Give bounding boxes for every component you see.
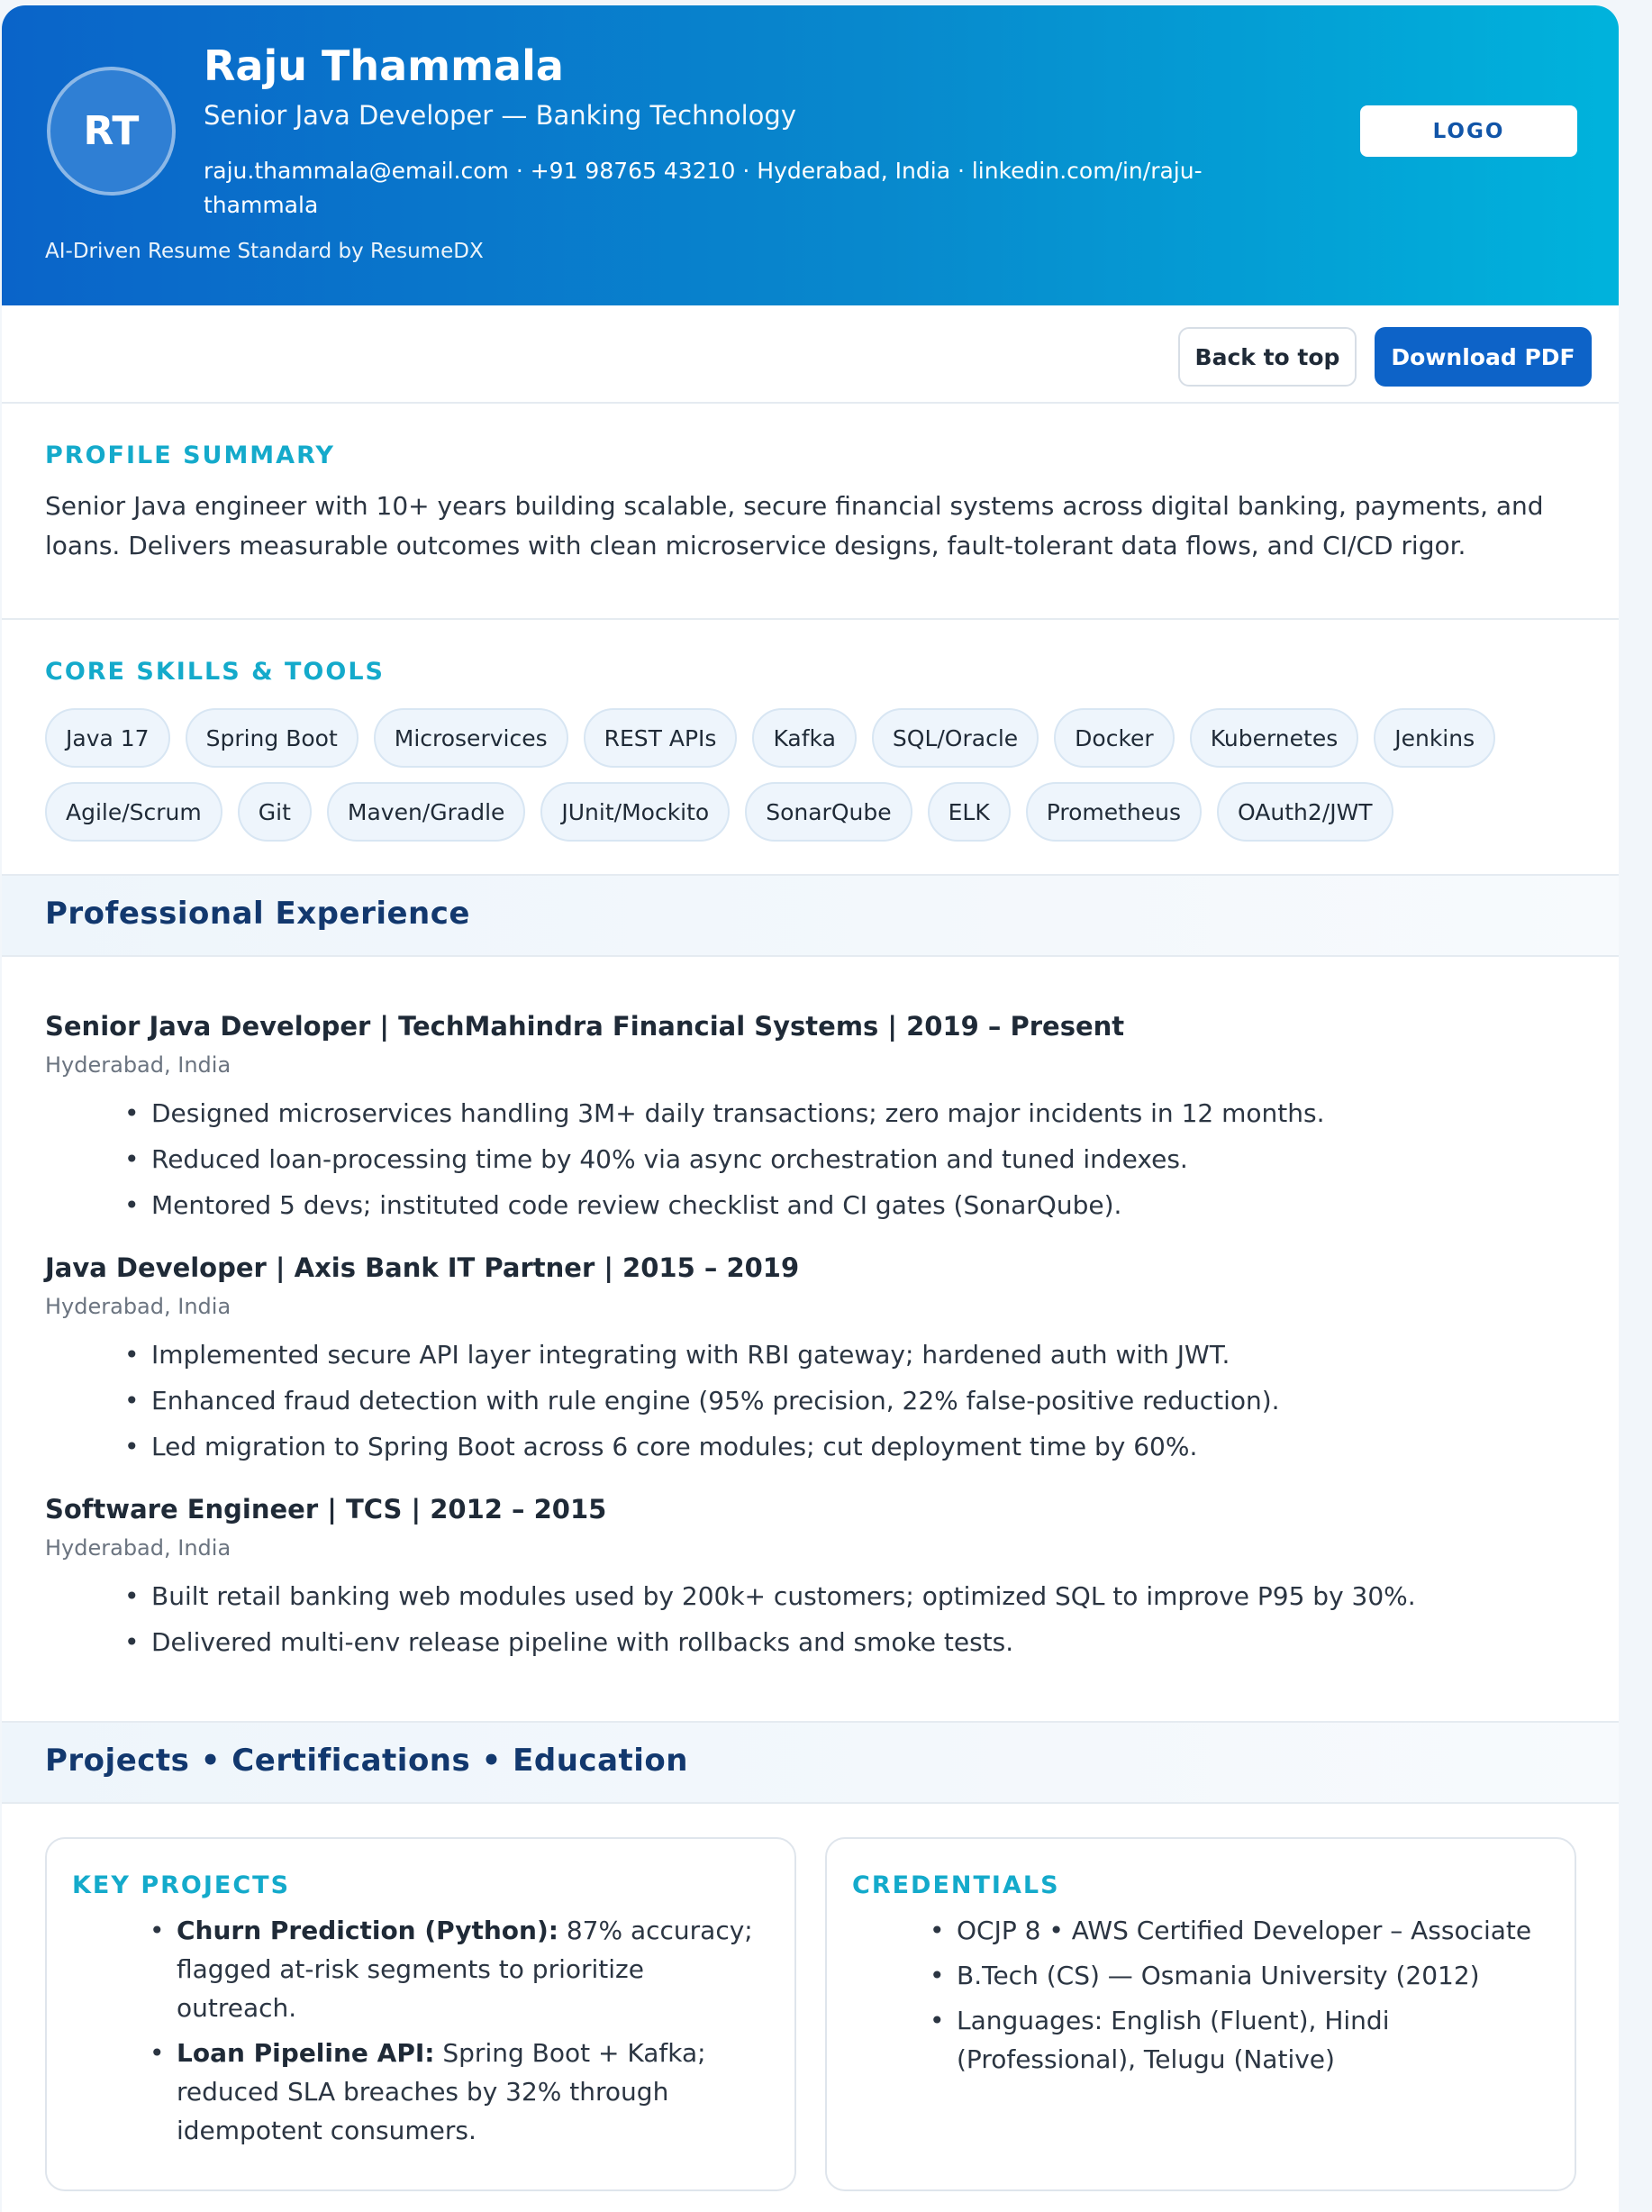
project-item [177, 1911, 771, 2027]
job-entry [45, 1011, 1576, 1228]
project-name: Churn Prediction (Python): [177, 1916, 558, 1945]
contact-line: raju.thammala@email.com · +91 98765 43210 · Hyderabad, India · linkedin.com/in/raju-thammala [204, 158, 1203, 218]
profile-summary-section [2, 404, 1619, 620]
skill-chip: Maven/Gradle [327, 782, 526, 842]
profile-summary-text: Senior Java engineer with 10+ years building scalable, secure financial systems across digital banking, payments, and loans. Delivers measurable outcomes with clean microservice designs, fault-tolerant data flows, and CI/CD rigor. [45, 491, 1544, 560]
project-name: Loan Pipeline API: [177, 2038, 435, 2068]
action-toolbar [2, 305, 1619, 404]
skill-chip: SQL/Oracle [872, 708, 1039, 768]
credentials-title: CREDENTIALS [852, 1871, 1060, 1899]
job-heading: Java Developer | Axis Bank IT Partner | 2015 – 2019 [45, 1252, 800, 1283]
skill-chip: Spring Boot [186, 708, 359, 768]
skill-chip: ELK [928, 782, 1011, 842]
job-bullet: • Reduced loan-processing time by 40% via async orchestration and tuned indexes. [151, 1136, 1576, 1182]
skill-chip: OAuth2/JWT [1217, 782, 1393, 842]
credentials-card [825, 1837, 1576, 2191]
skill-chip: JUnit/Mockito [540, 782, 730, 842]
skill-chip: Docker [1054, 708, 1175, 768]
extras-section [2, 1804, 1619, 2212]
skill-chip: Git [238, 782, 312, 842]
project-list [177, 1911, 771, 2156]
job-location: Hyderabad, India [45, 1052, 231, 1078]
job-bullet-list [45, 1090, 1576, 1228]
skill-chip: Kafka [752, 708, 856, 768]
job-bullet-list [45, 1332, 1576, 1470]
job-bullet: • Implemented secure API layer integrating with RBI gateway; hardened auth with JWT. [151, 1332, 1576, 1378]
skills-title: CORE SKILLS & TOOLS [45, 658, 385, 686]
credential-list [957, 1911, 1551, 2085]
job-entry [45, 1252, 1576, 1470]
job-bullet: • Built retail banking web modules used by 200k+ customers; optimized SQL to improve P95 by 30%. [151, 1573, 1576, 1619]
resume-standard-note: AI-Driven Resume Standard by ResumeDX [45, 240, 484, 263]
logo-placeholder: LOGO [1360, 105, 1577, 157]
resume-card [2, 5, 1619, 2212]
extras-title: Projects • Certifications • Education [45, 1743, 688, 1779]
skill-chip: Prometheus [1026, 782, 1202, 842]
job-entry [45, 1494, 1576, 1665]
project-item [177, 2034, 771, 2150]
job-bullet: • Led migration to Spring Boot across 6 core modules; cut deployment time by 60%. [151, 1424, 1576, 1470]
candidate-name: Raju Thammala [204, 41, 564, 90]
credential-item: • OCJP 8 • AWS Certified Developer – Associate [957, 1911, 1551, 1950]
skill-chip: REST APIs [584, 708, 738, 768]
skill-chip: Jenkins [1374, 708, 1495, 768]
skills-section [2, 620, 1619, 876]
experience-section [2, 957, 1619, 1723]
skill-chip: Agile/Scrum [45, 782, 222, 842]
key-projects-title: KEY PROJECTS [72, 1871, 291, 1899]
job-bullet: • Enhanced fraud detection with rule engine (95% precision, 22% false-positive reduction). [151, 1378, 1576, 1424]
job-bullet-list [45, 1573, 1576, 1665]
job-heading: Software Engineer | TCS | 2012 – 2015 [45, 1494, 607, 1525]
job-location: Hyderabad, India [45, 1535, 231, 1561]
key-projects-card [45, 1837, 796, 2191]
credential-item: • B.Tech (CS) — Osmania University (2012) [957, 1956, 1551, 1995]
resume-header [2, 5, 1619, 305]
back-to-top-button[interactable]: Back to top [1178, 327, 1357, 387]
project-description: Spring Boot + Kafka; reduced SLA breaches by 32% through idempotent consumers. [177, 2038, 706, 2145]
profile-summary-title: PROFILE SUMMARY [45, 441, 335, 469]
skill-chip: Kubernetes [1190, 708, 1359, 768]
job-location: Hyderabad, India [45, 1294, 231, 1319]
avatar [47, 67, 176, 196]
skill-chip: SonarQube [745, 782, 912, 842]
skill-chip: Java 17 [45, 708, 170, 768]
candidate-role: Senior Java Developer — Banking Technology [204, 100, 796, 131]
avatar-initials: RT [83, 108, 140, 154]
job-bullet: • Designed microservices handling 3M+ daily transactions; zero major incidents in 12 months. [151, 1090, 1576, 1136]
extras-band [2, 1723, 1619, 1804]
credential-item: • Languages: English (Fluent), Hindi (Professional), Telugu (Native) [957, 2001, 1551, 2079]
download-pdf-button[interactable]: Download PDF [1375, 327, 1592, 387]
project-description: 87% accuracy; flagged at-risk segments to prioritize outreach. [177, 1916, 753, 2023]
skills-chip-list [45, 708, 1594, 842]
experience-band [2, 876, 1619, 957]
job-heading: Senior Java Developer | TechMahindra Financial Systems | 2019 – Present [45, 1011, 1125, 1042]
job-bullet: • Mentored 5 devs; instituted code review checklist and CI gates (SonarQube). [151, 1182, 1576, 1228]
experience-title: Professional Experience [45, 896, 470, 932]
job-bullet: • Delivered multi-env release pipeline with rollbacks and smoke tests. [151, 1619, 1576, 1665]
skill-chip: Microservices [374, 708, 568, 768]
